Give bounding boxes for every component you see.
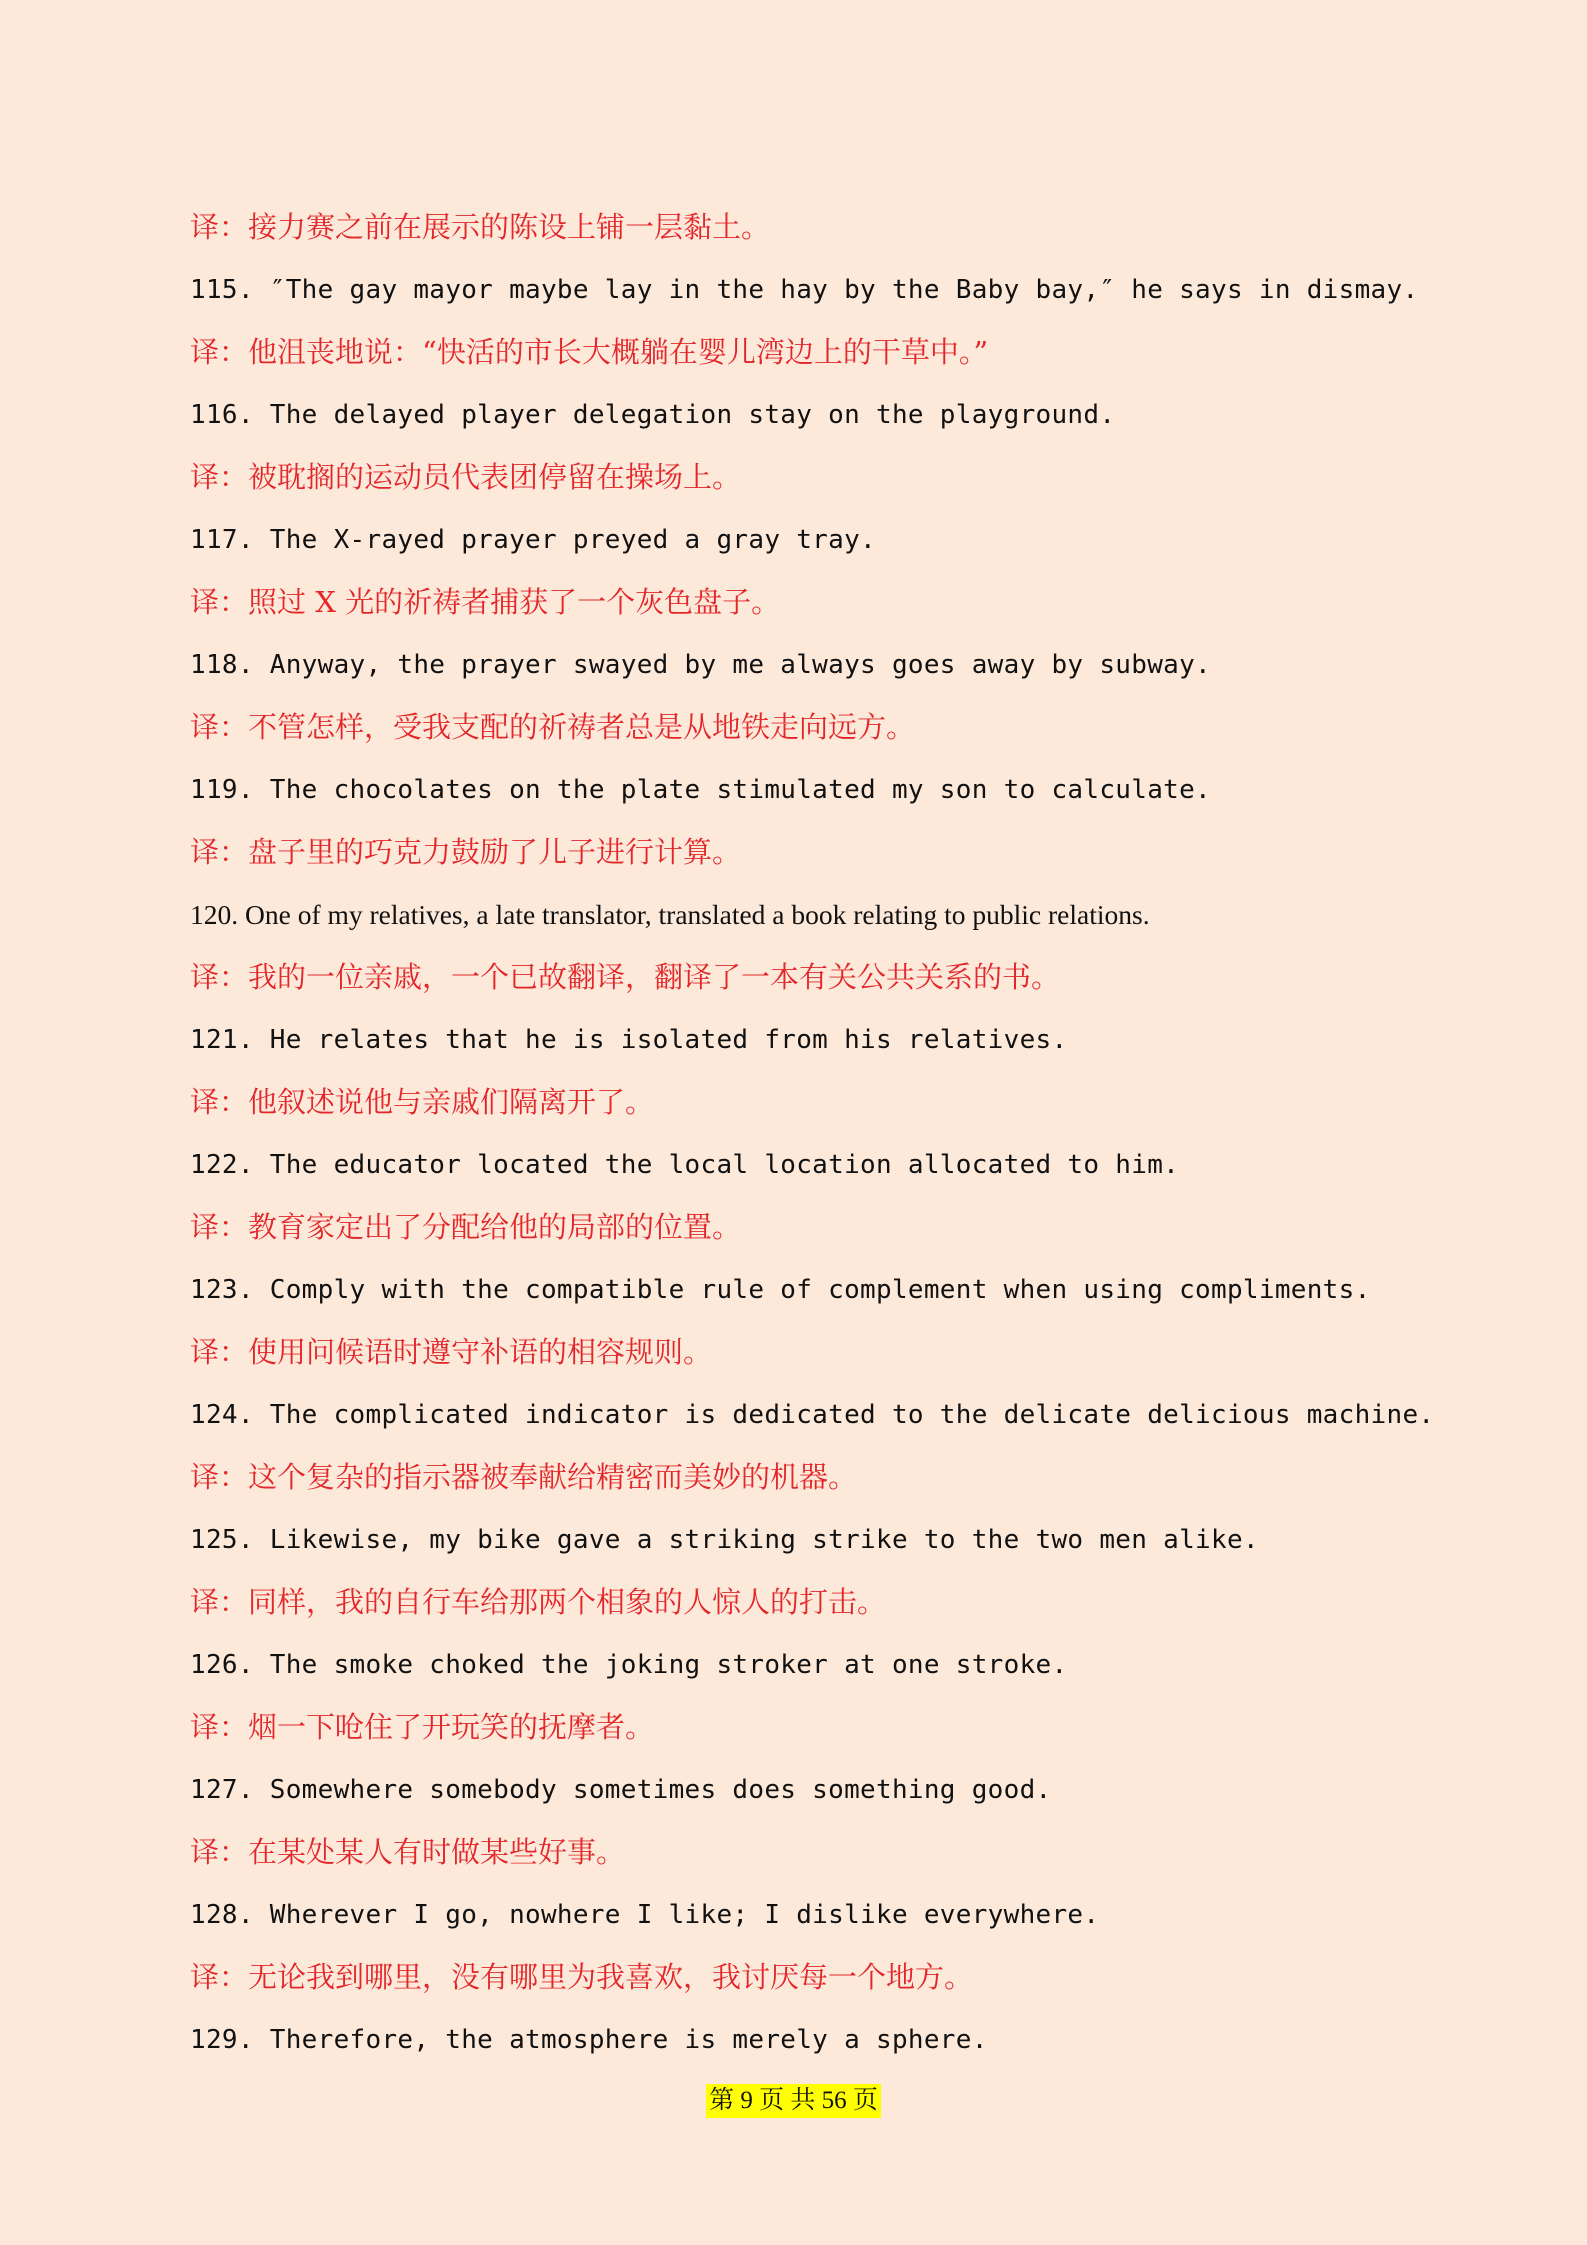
chinese-translation: 译：照过 X 光的祈祷者捕获了一个灰色盘子。: [190, 585, 781, 619]
chinese-translation: 译：教育家定出了分配给他的局部的位置。: [190, 1210, 742, 1244]
chinese-translation: 译：同样，我的自行车给那两个相象的人惊人的打击。: [190, 1585, 887, 1619]
english-sentence: 125. Likewise, my bike gave a striking strike to the two men alike.: [190, 1524, 1259, 1555]
chinese-translation: 译：无论我到哪里，没有哪里为我喜欢，我讨厌每一个地方。: [190, 1960, 974, 1994]
english-sentence: 120. One of my relatives, a late translator, translated a book relating to public relations.: [190, 898, 1150, 930]
english-sentence: 124. The complicated indicator is dedicated to the delicate delicious machine.: [190, 1399, 1435, 1430]
english-sentence: 116. The delayed player delegation stay on the playground.: [190, 399, 1116, 430]
chinese-translation: 译：他叙述说他与亲戚们隔离开了。: [190, 1085, 655, 1119]
chinese-translation: 译：使用问候语时遵守补语的相容规则。: [190, 1335, 713, 1369]
english-sentence: 122. The educator located the local location allocated to him.: [190, 1149, 1180, 1180]
chinese-translation: 译：我的一位亲戚，一个已故翻译，翻译了一本有关公共关系的书。: [190, 960, 1061, 994]
document-body: [190, 196, 1490, 2071]
english-sentence: 115. ″The gay mayor maybe lay in the hay by the Baby bay,″ he says in dismay.: [190, 274, 1419, 305]
chinese-translation: 译：接力赛之前在展示的陈设上铺一层黏土。: [190, 210, 771, 244]
chinese-translation: 译：他沮丧地说：“快活的市长大概躺在婴儿湾边上的干草中。”: [190, 335, 989, 369]
english-sentence: 126. The smoke choked the joking stroker at one stroke.: [190, 1649, 1068, 1680]
page-number: 第 9 页 共 56 页: [706, 2084, 881, 2118]
page-footer: [0, 2084, 1587, 2118]
english-sentence: 123. Comply with the compatible rule of complement when using compliments.: [190, 1274, 1371, 1305]
english-sentence: 121. He relates that he is isolated from his relatives.: [190, 1024, 1068, 1055]
chinese-translation: 译：被耽搁的运动员代表团停留在操场上。: [190, 460, 742, 494]
chinese-translation: 译：在某处某人有时做某些好事。: [190, 1835, 626, 1869]
english-sentence: 118. Anyway, the prayer swayed by me always goes away by subway.: [190, 649, 1212, 680]
chinese-translation: 译：烟一下呛住了开玩笑的抚摩者。: [190, 1710, 655, 1744]
chinese-translation: 译：盘子里的巧克力鼓励了儿子进行计算。: [190, 835, 742, 869]
english-sentence: 129. Therefore, the atmosphere is merely a sphere.: [190, 2024, 988, 2055]
english-sentence: 127. Somewhere somebody sometimes does something good.: [190, 1774, 1052, 1805]
chinese-translation: 译：这个复杂的指示器被奉献给精密而美妙的机器。: [190, 1460, 858, 1494]
chinese-translation: 译：不管怎样，受我支配的祈祷者总是从地铁走向远方。: [190, 710, 916, 744]
english-sentence: 128. Wherever I go, nowhere I like; I dislike everywhere.: [190, 1899, 1100, 1930]
english-sentence: 119. The chocolates on the plate stimulated my son to calculate.: [190, 774, 1212, 805]
english-sentence: 117. The X-rayed prayer preyed a gray tray.: [190, 524, 876, 555]
